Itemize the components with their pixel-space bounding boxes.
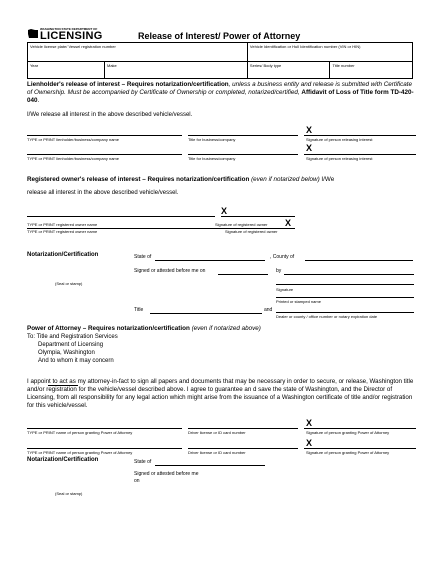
notary1-and: and (264, 307, 273, 313)
owner-name-label-1: TYPE or PRINT registered owner name (27, 222, 98, 227)
poa-to-line-3: Olympia, Washington (38, 350, 95, 356)
year-cell[interactable]: Year (28, 62, 105, 79)
vehicle-info-table (27, 42, 413, 79)
vin-cell[interactable]: Vehicle Identification or Hull Identification number (VIN or HIN) (247, 43, 412, 62)
poa-sig-label-1: Signature of person granting Power of Attorney (306, 430, 390, 435)
poa-sig-label-2: Signature of person granting Power of Attorney (306, 450, 390, 455)
lienholder-sig-x-2: X (306, 143, 313, 153)
notary1-signature-label: Signature (276, 287, 294, 292)
owner-sig-label-1: Signature of registered owner (215, 222, 268, 227)
lienholder-title-label-2: Title for business/company (188, 156, 236, 161)
lienholder-title-label-1: Title for business/company (188, 137, 236, 142)
owner-heading: Registered owner's release of interest – Requires notarization/certification (even if notarized below) I/We (27, 176, 335, 183)
series-cell[interactable]: Series/ Body type (248, 62, 331, 78)
notary2-state-of: State of (134, 459, 152, 465)
owner-name-label-2: TYPE or PRINT registered owner name (27, 229, 98, 234)
notary1-seal: (Seal or stamp) (55, 281, 83, 286)
notary1-printed-name-label: Printed or stamped name (276, 299, 321, 304)
make-cell[interactable]: Make (105, 62, 248, 79)
plate-number-cell[interactable]: Vehicle license plate/ Vessel registration number (28, 43, 248, 62)
lienholder-name-label-2: TYPE or PRINT lienholder/business/company name (27, 156, 119, 161)
notary2-heading: Notarization/Certification (27, 457, 99, 463)
poa-sig-x-2: X (306, 438, 313, 448)
poa-to-line-2: Department of Licensing (38, 342, 104, 348)
lienholder-release-text: I/We release all interest in the above described vehicle/vessel. (27, 112, 193, 118)
notary2-seal: (Seal or stamp) (55, 491, 83, 496)
poa-license-label-2: Driver license or ID card number (188, 450, 246, 455)
poa-to-line-4: And to whom it may concern (38, 358, 114, 364)
notary1-county-of: , County of (270, 254, 295, 260)
owner-sig-label-2: Signature of registered owner (225, 229, 278, 234)
lienholder-name-label-1: TYPE or PRINT lienholder/business/company name (27, 137, 119, 142)
notary1-signed-before: Signed or attested before me on (134, 268, 206, 274)
owner-sig-x-2: X (285, 218, 292, 228)
lienholder-sig-label-2: Signature of person releasing interest (306, 156, 373, 161)
lienholder-sig-x-1: X (306, 125, 313, 135)
poa-to-line-1: To: Title and Registration Services (27, 334, 118, 340)
page-title: Release of Interest/ Power of Attorney (138, 31, 301, 41)
poa-paragraph: I appoint to act as my attorney-in-fact to sign all papers and documents that may be necessary in order to secure, or release, Washington title and/or registration for the vehicle/vessel described above. I agree to guarantee an d save the state of Washington, and the Director of Licensing, from all responsibility for any legal action which might arise from the issuance of a Washington certificate of title and/or registration for this vehicle/vessel. (27, 378, 414, 409)
notary1-dealer-label: Dealer or county / office number or notary expiration date (276, 314, 378, 319)
notary1-heading: Notarization/Certification (27, 252, 99, 258)
series-title-cell (247, 62, 412, 79)
owner-release-text: release all interest in the above described vehicle/vessel. (27, 190, 179, 196)
poa-heading: Power of Attorney – Requires notarization/certification (even if notarized above) (27, 325, 261, 332)
poa-name-label-2: TYPE or PRINT name of person granting Power of Attorney (27, 450, 133, 455)
title-number-cell[interactable]: Title number (332, 63, 355, 68)
agency-name: LICENSING (40, 30, 103, 42)
notary1-by: by (276, 268, 282, 274)
poa-license-label-1: Driver license or ID card number (188, 430, 246, 435)
notary1-title-label: Title (134, 307, 144, 313)
notary2-on: on (134, 478, 140, 484)
poa-name-label-1: TYPE or PRINT name of person granting Power of Attorney (27, 430, 133, 435)
owner-sig-x-1: X (221, 206, 228, 216)
notary2-signed-before: Signed or attested before me (134, 471, 199, 477)
poa-sig-x-1: X (306, 418, 313, 428)
agency-small-text: WASHINGTON STATE DEPARTMENT OF (40, 27, 98, 31)
washington-state-icon (27, 28, 39, 40)
notary1-state-of: State of (134, 254, 152, 260)
lienholder-heading: Lienholder's release of interest – Requires notarization/certification, unless a business entity and release is submitted with Certificate of Ownership. Must be accompanied by Certificate of Ownership or completed, notarized/certified, Affidavit of Loss of Title form TD-420-040. (27, 81, 414, 104)
lienholder-sig-label-1: Signature of person releasing interest (306, 137, 373, 142)
